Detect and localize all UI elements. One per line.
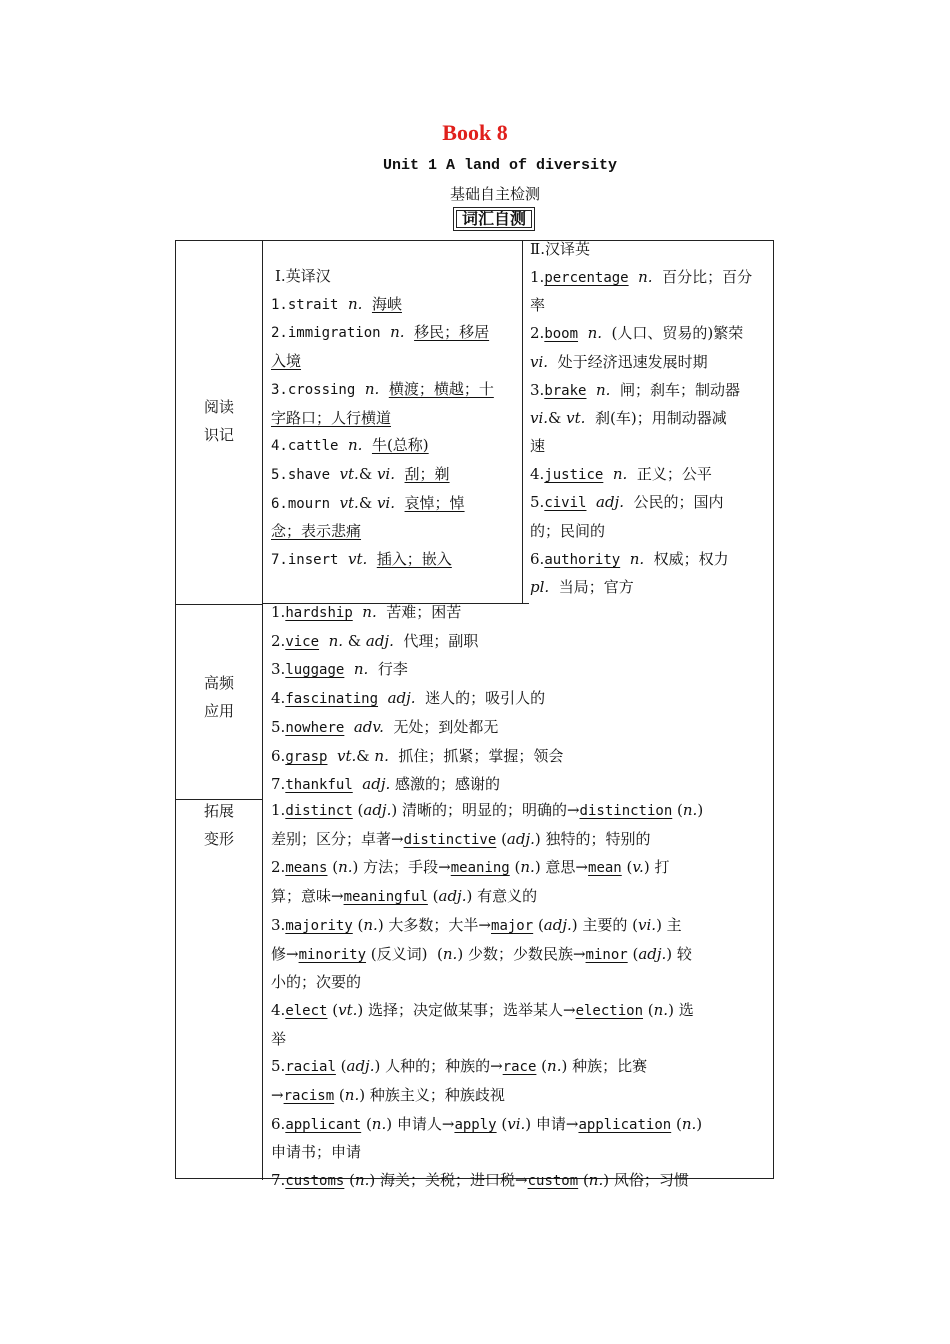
- answer-text: meaningful: [343, 889, 428, 906]
- vocab-line: [271, 912, 771, 941]
- part-of-speech: adj.: [506, 829, 535, 848]
- part-of-speech: adj.: [638, 944, 667, 963]
- part-of-speech: n.: [352, 603, 377, 621]
- line-text: 刹(车)；用制动器减: [585, 409, 727, 428]
- part-of-speech: n.: [355, 379, 380, 398]
- part-of-speech: vi.: [376, 493, 395, 512]
- part-of-speech: n.: [681, 1114, 697, 1133]
- section-heading: Ⅱ.汉译英: [530, 240, 590, 258]
- answer-text: vice: [285, 633, 320, 650]
- vocab-line: [271, 997, 771, 1026]
- vocab-line: [271, 854, 771, 883]
- vocab-line: [271, 941, 771, 970]
- answer-text: civil: [544, 495, 587, 512]
- part-of-speech: n.: [620, 549, 645, 568]
- part-of-speech: n.: [344, 1086, 360, 1105]
- answer-text: brake: [544, 382, 587, 399]
- answer-text: meaning: [450, 860, 510, 877]
- line-text: &: [358, 493, 377, 512]
- line-text: 迷人的；吸引人的: [415, 689, 546, 708]
- answer-text: 插入；嵌入: [376, 550, 452, 569]
- part-of-speech: vt.: [330, 464, 359, 483]
- line-text: 4.: [271, 689, 286, 708]
- part-of-speech: n.: [338, 858, 353, 877]
- vocab-line: [530, 461, 775, 490]
- vocab-line: [271, 1167, 771, 1196]
- vocab-line: [271, 461, 521, 490]
- line-text: (: [496, 829, 507, 848]
- vocab-line: [530, 433, 775, 461]
- line-text: (: [352, 801, 364, 819]
- part-of-speech: n.: [520, 858, 535, 877]
- line-text: (: [643, 1000, 654, 1019]
- line-text: 6.: [271, 746, 286, 765]
- category-reading: [176, 393, 262, 449]
- part-of-speech: n.: [547, 1057, 562, 1076]
- answer-text: means: [285, 860, 328, 877]
- line-text: (: [361, 1114, 372, 1133]
- extension-cell: [271, 797, 771, 1196]
- line-text: 6.: [530, 549, 545, 568]
- vocab-line: [271, 376, 521, 405]
- line-text: [405, 323, 415, 341]
- line-text: &: [343, 631, 366, 650]
- line-text: [367, 550, 377, 568]
- vocab-line: [271, 1082, 771, 1111]
- vocab-line: [271, 599, 771, 628]
- part-of-speech: n.: [338, 436, 363, 455]
- answer-text: distinct: [285, 803, 353, 819]
- line-text: 公民的；国内: [623, 493, 724, 512]
- line-text: ) 主要的 (: [571, 915, 639, 934]
- line-text: 5.: [271, 1057, 286, 1076]
- line-text: 5.shave: [271, 466, 331, 483]
- answer-text: thankful: [285, 777, 353, 794]
- line-text: 1.: [271, 603, 286, 621]
- line-text: 百分比；百分: [652, 267, 753, 286]
- line-text: ) 主: [656, 915, 682, 934]
- line-text: ) 风俗；习惯: [603, 1171, 689, 1190]
- category-frequent: [176, 669, 262, 725]
- part-of-speech: adj.: [586, 493, 624, 512]
- part-of-speech: n.: [374, 746, 389, 765]
- column-divider: [262, 241, 263, 1180]
- vocab-line: [271, 883, 771, 912]
- line-text: ) 种族；比赛: [561, 1057, 648, 1076]
- vocab-list: [271, 291, 521, 575]
- line-text: 4.: [271, 1000, 286, 1019]
- answer-text: application: [578, 1116, 672, 1133]
- answer-text: luggage: [285, 662, 345, 679]
- line-text: (: [627, 944, 639, 963]
- part-of-speech: adj.: [378, 689, 416, 708]
- vocab-line: [271, 826, 771, 855]
- vocab-line: [530, 320, 775, 349]
- answer-text: grasp: [285, 748, 328, 765]
- line-text: (: [621, 858, 633, 877]
- part-of-speech: adj.: [543, 915, 572, 934]
- line-text: ) 较: [666, 944, 692, 963]
- vocab-line: [271, 546, 521, 575]
- vocabulary-table: [175, 240, 774, 1190]
- answer-text: race: [502, 1059, 537, 1076]
- line-text: &: [356, 746, 375, 765]
- part-of-speech: n.: [603, 464, 628, 483]
- line-text: 当局；官方: [549, 578, 634, 597]
- vocab-line: [271, 1111, 771, 1140]
- line-text: ) 海关；关税；进口税→: [369, 1171, 528, 1190]
- line-text: (: [327, 858, 339, 877]
- answer-text: distinction: [579, 803, 673, 819]
- answer-text: distinctive: [403, 831, 497, 848]
- line-text: 举: [271, 1029, 287, 1048]
- line-text: 正义；公平: [627, 464, 712, 483]
- line-text: 7.insert: [271, 552, 339, 569]
- line-text: 5.: [271, 717, 286, 736]
- part-of-speech: adj.: [363, 801, 392, 819]
- line-text: ) 种族主义；种族歧视: [359, 1086, 505, 1105]
- line-text: →: [271, 1086, 284, 1105]
- vocab-line: [271, 291, 521, 320]
- line-text: 3.crossing: [271, 381, 356, 398]
- answer-text: 牛(总称): [371, 436, 429, 455]
- category-label: 阅读: [203, 398, 234, 416]
- line-text: (反义词) (: [366, 944, 443, 963]
- line-text: ) 少数；少数民族→: [457, 944, 586, 963]
- part-of-speech: n.: [653, 1000, 669, 1019]
- part-of-speech: vt.: [330, 493, 359, 512]
- line-text: &: [358, 464, 377, 483]
- part-of-speech: vi.: [530, 409, 549, 428]
- answer-text: hardship: [285, 605, 353, 621]
- part-of-speech: adj.: [352, 775, 391, 794]
- part-of-speech: n.: [344, 660, 369, 679]
- vocabulary-self-test-badge: 词汇自测: [453, 207, 535, 231]
- line-text: ): [697, 801, 704, 819]
- part-of-speech: vi.: [530, 352, 549, 371]
- part-of-speech: n.: [354, 1171, 370, 1190]
- line-text: ) 意思→: [534, 858, 589, 877]
- vocab-line: [271, 656, 771, 685]
- answer-text: boom: [544, 326, 579, 343]
- category-label: 高频: [203, 674, 234, 692]
- line-text: 7.: [271, 775, 286, 794]
- vocab-line: [271, 714, 771, 743]
- vocab-list: [271, 797, 771, 1196]
- line-text: 1.: [271, 801, 286, 819]
- line-text: (人口、贸易的)繁荣: [602, 324, 744, 343]
- vocab-line: [530, 405, 775, 433]
- line-text: 4.cattle: [271, 438, 339, 455]
- row-divider: [176, 604, 262, 605]
- answer-text: authority: [544, 551, 621, 568]
- answer-text: 念；表示悲痛: [271, 522, 362, 541]
- part-of-speech: adj.: [438, 887, 467, 906]
- line-text: 抓住；抓紧；掌握；领会: [388, 746, 564, 765]
- part-of-speech: vi.: [376, 464, 395, 483]
- vocab-line: [271, 685, 771, 714]
- part-of-speech: n.: [442, 944, 458, 963]
- part-of-speech: n.: [338, 294, 363, 313]
- line-text: 算；意味→: [271, 887, 344, 906]
- line-text: [379, 380, 389, 398]
- answer-text: racial: [285, 1059, 336, 1076]
- answer-text: minor: [585, 946, 628, 963]
- part-of-speech: n.: [682, 801, 698, 819]
- line-text: 6.: [271, 1114, 286, 1133]
- answer-text: applicant: [285, 1116, 362, 1133]
- vocab-line: [271, 1139, 771, 1167]
- answer-text: 横渡；横越；十: [388, 379, 494, 398]
- vocab-line: [530, 489, 775, 518]
- line-text: (: [533, 915, 544, 934]
- vocab-line: [271, 348, 521, 376]
- part-of-speech: v.: [632, 858, 644, 877]
- line-text: ) 清晰的；明显的；明确的→: [391, 801, 580, 819]
- unit-title: Unit 1 A land of diversity: [382, 157, 618, 174]
- part-of-speech: n.: [578, 324, 602, 343]
- answer-text: major: [491, 917, 534, 934]
- line-text: 申请书；申请: [271, 1143, 362, 1162]
- line-text: ) 选择；决定做某事；选举某人→: [357, 1000, 576, 1019]
- vocab-line: [530, 377, 775, 406]
- line-text: (: [352, 915, 364, 934]
- line-text: 小的；次要的: [271, 973, 362, 992]
- category-label: 应用: [203, 702, 234, 720]
- part-of-speech: adv.: [344, 717, 384, 736]
- vocab-line: [271, 969, 771, 997]
- vocab-line: [530, 349, 775, 377]
- line-text: 1.: [530, 267, 545, 286]
- vocab-line: [530, 574, 775, 602]
- vocab-line: [271, 743, 771, 772]
- line-text: (: [427, 887, 439, 906]
- answer-text: mean: [588, 860, 622, 877]
- line-text: ) 方法；手段→: [352, 858, 451, 877]
- part-of-speech: n.: [588, 1171, 604, 1190]
- line-text: [362, 436, 372, 454]
- part-of-speech: n.: [628, 267, 653, 286]
- line-text: 7.: [271, 1171, 286, 1190]
- column-divider: [522, 241, 523, 604]
- answer-text: 海峡: [371, 294, 402, 313]
- vocab-line: [271, 797, 771, 826]
- line-text: ) 有意义的: [466, 887, 538, 906]
- part-of-speech: pl.: [530, 578, 550, 597]
- line-text: 2.immigration: [271, 325, 381, 342]
- book-title: Book 8: [442, 120, 508, 145]
- vocab-line: [271, 518, 521, 546]
- line-text: [362, 295, 372, 313]
- line-text: 2.: [271, 631, 286, 650]
- vocab-list: [271, 599, 771, 800]
- answer-text: 刮；剃: [404, 464, 450, 483]
- category-label: 变形: [203, 830, 234, 848]
- vocab-line: [271, 405, 521, 433]
- line-text: [395, 494, 405, 512]
- answer-text: 入境: [271, 352, 302, 371]
- line-text: 3.: [271, 915, 286, 934]
- line-text: 闸；刹车；制动器: [610, 380, 740, 399]
- line-text: 代理；副职: [393, 631, 479, 650]
- line-text: 2.: [271, 858, 286, 877]
- part-of-speech: n.: [319, 631, 343, 650]
- line-text: 3.: [271, 660, 286, 679]
- answer-text: apply: [454, 1116, 497, 1133]
- line-text: ) 独特的；特别的: [534, 829, 651, 848]
- line-text: ) 申请人→: [386, 1114, 455, 1133]
- category-extension: [176, 797, 262, 853]
- line-text: (: [327, 1000, 339, 1019]
- line-text: ) 大多数；大半→: [377, 915, 492, 934]
- line-text: 感激的；感谢的: [390, 775, 501, 794]
- category-label: 拓展: [203, 802, 234, 820]
- line-text: (: [536, 1057, 548, 1076]
- part-of-speech: vt.: [338, 550, 368, 569]
- line-text: ) 选: [668, 1000, 694, 1019]
- line-text: (: [334, 1086, 345, 1105]
- line-text: &: [548, 409, 567, 428]
- answer-text: racism: [283, 1088, 335, 1105]
- line-text: (: [496, 1114, 508, 1133]
- part-of-speech: n.: [380, 323, 405, 342]
- line-text: 6.mourn: [271, 495, 331, 512]
- answer-text: election: [575, 1002, 644, 1019]
- vocab-line: [271, 432, 521, 461]
- part-of-speech: vi.: [638, 915, 657, 934]
- line-text: ): [696, 1114, 703, 1133]
- line-text: 1.strait: [271, 296, 339, 313]
- answer-text: minority: [298, 946, 367, 963]
- line-text: 速: [530, 436, 546, 455]
- answer-text: majority: [285, 917, 353, 934]
- line-text: ) 人种的；种族的→: [374, 1057, 503, 1076]
- vocab-line: [530, 518, 775, 546]
- line-text: 处于经济迅速发展时期: [548, 352, 708, 371]
- vocab-line: [271, 1053, 771, 1082]
- part-of-speech: adj.: [346, 1057, 375, 1076]
- vocab-list: [530, 264, 775, 602]
- high-frequency-cell: [271, 599, 771, 800]
- line-text: (: [335, 1057, 347, 1076]
- answer-text: elect: [285, 1002, 328, 1019]
- line-text: [395, 465, 405, 483]
- part-of-speech: vt.: [566, 409, 586, 428]
- line-text: ) 打: [643, 858, 670, 877]
- vocab-line: [530, 546, 775, 575]
- part-of-speech: vi.: [507, 1114, 526, 1133]
- answer-text: 哀悼；悼: [404, 493, 465, 512]
- answer-text: customs: [285, 1173, 345, 1190]
- line-text: 无处；到处都无: [383, 717, 499, 736]
- vocab-line: [271, 490, 521, 519]
- part-of-speech: n.: [586, 380, 611, 399]
- line-text: 差别；区分；卓著→: [271, 829, 404, 848]
- part-of-speech: vt.: [327, 746, 357, 765]
- part-of-speech: vt.: [338, 1000, 358, 1019]
- answer-text: fascinating: [285, 691, 379, 708]
- line-text: 行李: [368, 660, 408, 679]
- line-text: (: [578, 1171, 589, 1190]
- part-of-speech: n.: [363, 915, 378, 934]
- vocab-line: [271, 628, 771, 657]
- line-text: 苦难；困苦: [376, 603, 462, 621]
- answer-text: custom: [527, 1173, 579, 1190]
- line-text: (: [509, 858, 521, 877]
- line-text: 权威；权力: [644, 549, 729, 568]
- line-text: ) 申请→: [525, 1114, 579, 1133]
- answer-text: 字路口；人行横道: [271, 408, 392, 427]
- line-text: 4.: [530, 464, 545, 483]
- answer-text: percentage: [544, 269, 629, 286]
- vocab-line: [530, 292, 775, 320]
- category-label: 识记: [203, 426, 234, 444]
- answer-text: justice: [544, 466, 604, 483]
- line-text: (: [344, 1171, 355, 1190]
- answer-text: nowhere: [285, 719, 345, 736]
- english-to-chinese-cell: [271, 263, 521, 575]
- line-text: 2.: [530, 324, 545, 343]
- line-text: 3.: [530, 380, 545, 399]
- part-of-speech: adj.: [365, 631, 394, 650]
- line-text: 5.: [530, 493, 545, 512]
- line-text: (: [672, 801, 683, 819]
- vocab-line: [530, 264, 775, 293]
- line-text: 的；民间的: [530, 522, 606, 541]
- section-subtitle: 基础自主检测: [449, 185, 540, 203]
- vocab-line: [271, 319, 521, 348]
- part-of-speech: n.: [371, 1114, 387, 1133]
- answer-text: 移民；移居: [414, 323, 490, 342]
- vocab-line: [271, 771, 771, 800]
- line-text: 率: [530, 296, 546, 315]
- chinese-to-english-cell: [530, 236, 775, 602]
- line-text: (: [671, 1114, 682, 1133]
- line-text: 修→: [271, 944, 299, 963]
- section-heading: Ⅰ.英译汉: [275, 267, 331, 285]
- vocab-line: [271, 1026, 771, 1054]
